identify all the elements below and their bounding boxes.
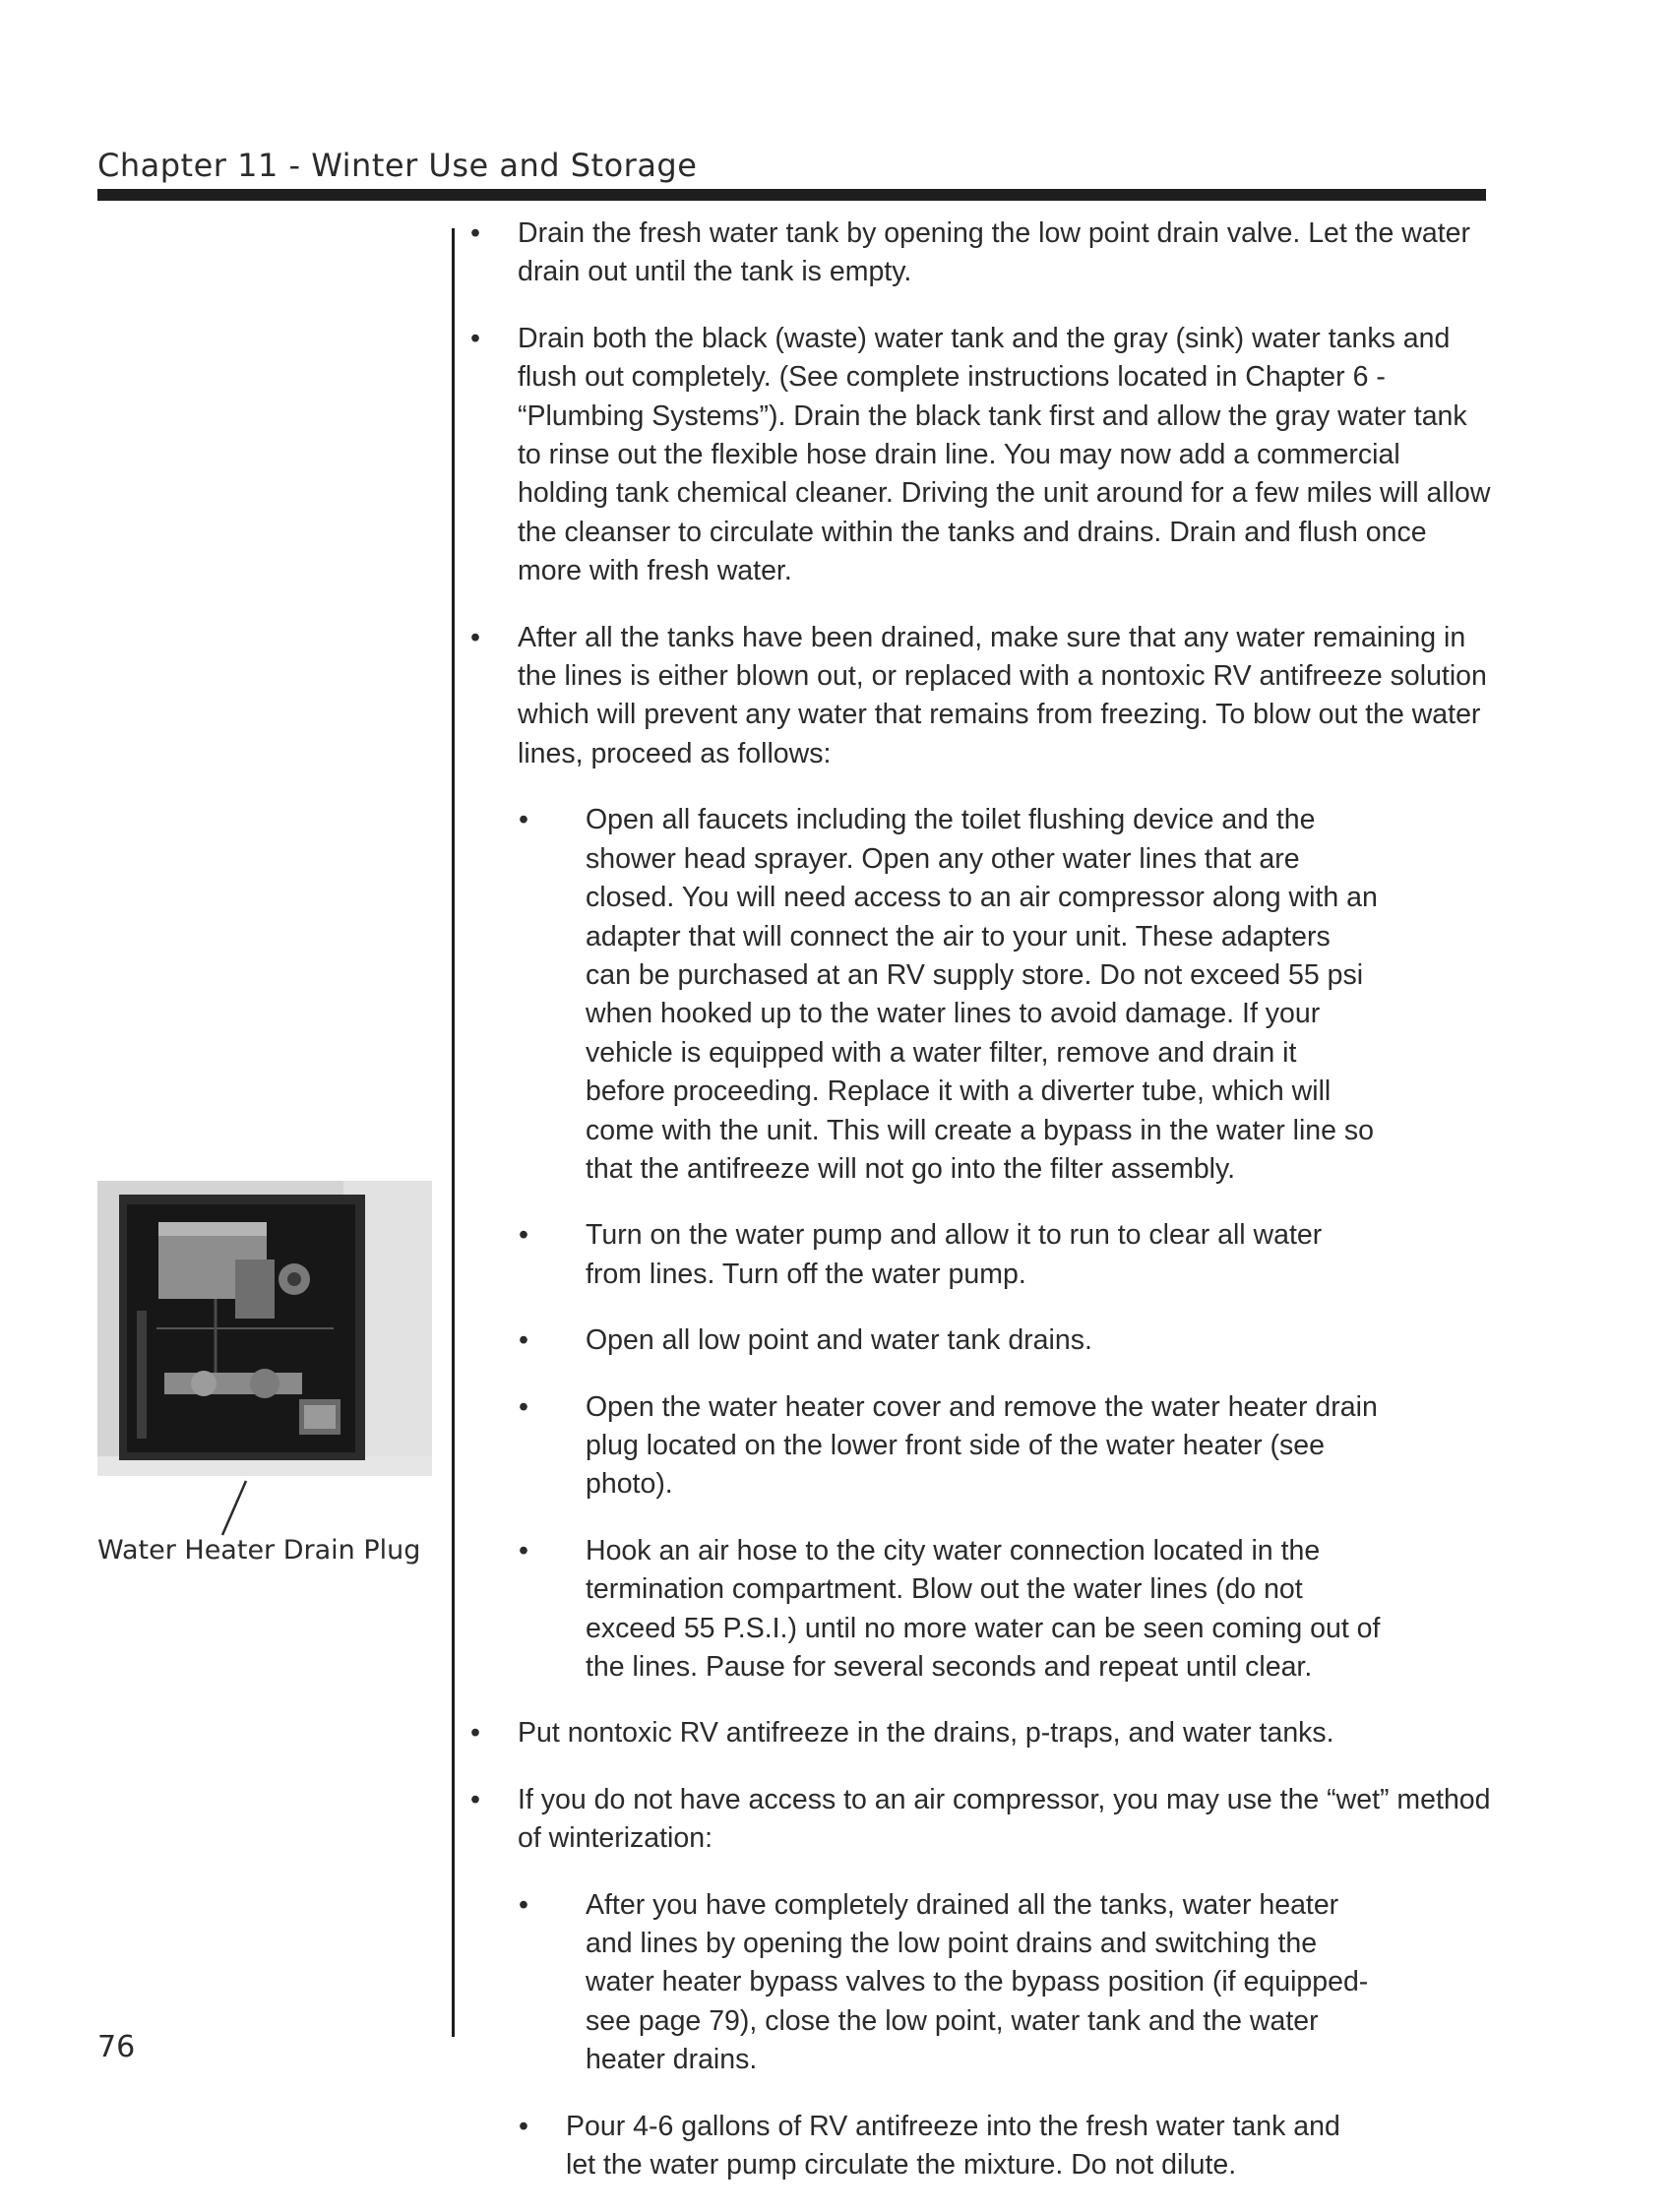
sub-list-item-text: Turn on the water pump and allow it to run to clear all water from lines. Turn off the water pump. [586, 1219, 1323, 1290]
sub-list-item [463, 801, 1383, 1189]
sub-list-item [463, 2108, 1353, 2185]
bullet: • [519, 1219, 528, 1252]
list-item-text: If you do not have access to an air compressor, you may use the “wet” method of winterization: [518, 1783, 1491, 1855]
list-item [463, 1781, 1491, 1859]
bullet: • [470, 621, 480, 653]
sub-list-item-text: Hook an air hose to the city water connection located in the termination compartment. Blow out the water lines (do not exceed 55 P.S.I.) until no more water can be seen coming out of the lines. Pause for several seconds and repeat until clear. [586, 1534, 1381, 1683]
sub-list-item [463, 1216, 1383, 1294]
bullet: • [519, 1534, 528, 1567]
sub-list-item-text: Pour 4-6 gallons of RV antifreeze into the fresh water tank and let the water pump circulate the mixture. Do not dilute. [566, 2110, 1340, 2181]
list-item-text: Put nontoxic RV antifreeze in the drains, p-traps, and water tanks. [518, 1717, 1334, 1750]
water-heater-photo [97, 1181, 432, 1476]
bullet: • [470, 217, 480, 249]
sub-list-item-text: After you have completely drained all the tanks, water heater and lines by opening the low point drains and switching the water heater bypass valves to the bypass position (if equipped-see page 79), close the low point, water tank and the water heater drains. [586, 1888, 1369, 2076]
bullet: • [470, 1783, 480, 1815]
sub-list-item [463, 1321, 1383, 1360]
bullet: • [470, 322, 480, 354]
bullet: • [519, 1324, 528, 1357]
sub-list-item-text: Open all faucets including the toilet flushing device and the shower head sprayer. Open any other water lines that are closed. You will need access to an air compressor along with an adapter that will connect the air to your unit. These adapters can be purchased at an RV supply store. Do not exceed 55 psi when hooked up to the water lines to avoid damage. If your vehicle is equipped with a water filter, remove and drain it before proceeding. Replace it with a diverter tube, which will come with the unit. This will create a bypass in the water line so that the antifreeze will not go into the filter assembly. [586, 804, 1378, 1185]
bullet: • [519, 804, 528, 836]
sub-list-item-text: Open the water heater cover and remove the water heater drain plug located on the lower front side of the water heater (see photo). [586, 1390, 1378, 1501]
list-item-text: After all the tanks have been drained, make sure that any water remaining in the lines is either blown out, or replaced with a nontoxic RV antifreeze solution which will prevent any water that remains from freezing. To blow out the water lines, proceed as follows: [518, 621, 1487, 769]
sub-list-item-text: Open all low point and water tank drains. [586, 1324, 1092, 1357]
bullet: • [470, 1717, 480, 1750]
bullet: • [519, 2110, 528, 2142]
list-item [463, 1714, 1491, 1752]
header-rule [97, 189, 1486, 201]
list-item [463, 215, 1491, 292]
bullet: • [519, 1888, 528, 1921]
main-content [463, 215, 1491, 2212]
list-item-text: Drain both the black (waste) water tank and the gray (sink) water tanks and flush out completely. (See complete instructions located in Chapter 6 - “Plumbing Systems”). Drain the black tank first and allow the gray water tank to rinse out the flexible hose drain line. You may now add a commercial holding tank chemical cleaner. Driving the unit around for a few miles will allow the cleanser to circulate within the tanks and drains. Drain and flush once more with fresh water. [518, 322, 1491, 587]
bullet: • [519, 1390, 528, 1423]
list-item-text: Drain the fresh water tank by opening the low point drain valve. Let the water drain out until the tank is empty. [518, 217, 1470, 288]
sub-list-item [463, 1532, 1383, 1688]
sub-list-item [463, 1388, 1383, 1505]
sub-list-item [463, 1886, 1383, 2080]
list-item [463, 619, 1491, 774]
column-divider [452, 228, 455, 2037]
list-item [463, 320, 1491, 591]
page-number: 76 [97, 2030, 136, 2064]
figure-caption: Water Heater Drain Plug [97, 1535, 421, 1566]
chapter-header: Chapter 11 - Winter Use and Storage [97, 147, 698, 184]
